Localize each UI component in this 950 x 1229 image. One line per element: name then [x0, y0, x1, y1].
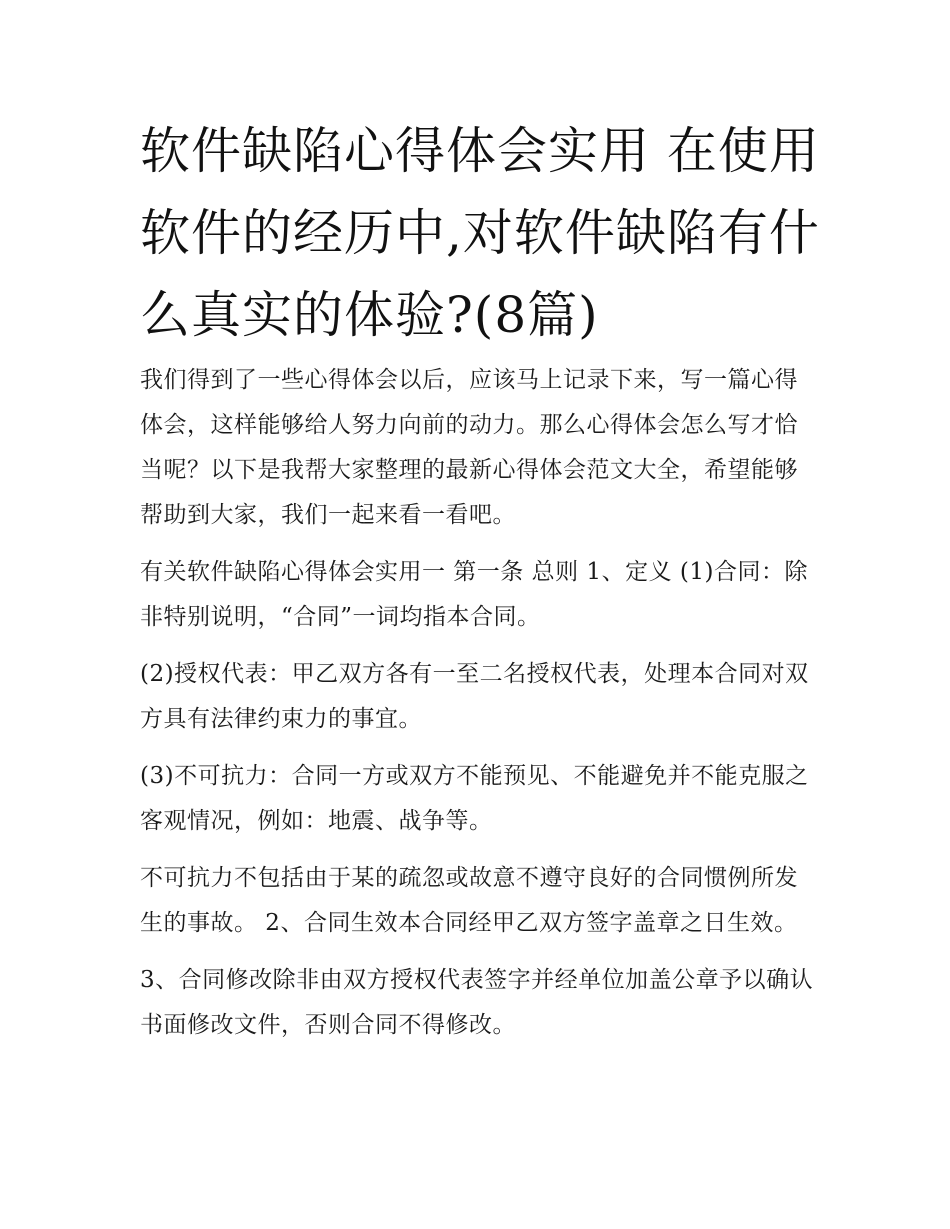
paragraph-contract-effective: 不可抗力不包括由于某的疏忽或故意不遵守良好的合同惯例所发生的事故。 2、合同生效本合同经甲乙双方签字盖章之日生效。	[140, 865, 798, 936]
paragraph-contract-modification: 3、合同修改除非由双方授权代表签字并经单位加盖公章予以确认书面修改文件，否则合同不得修改。	[140, 967, 814, 1038]
paragraph-force-majeure: (3)不可抗力：合同一方或双方不能预见、不能避免并不能克服之客观情况，例如：地震、战争等。	[140, 763, 809, 834]
paragraph-intro: 我们得到了一些心得体会以后，应该马上记录下来，写一篇心得体会，这样能够给人努力向前的动力。那么心得体会怎么写才恰当呢？以下是我帮大家整理的最新心得体会范文大全，希望能够帮助到大家，我们一起来看一看吧。	[140, 367, 798, 528]
paragraph-authorized-representative: (2)授权代表：甲乙双方各有一至二名授权代表，处理本合同对双方具有法律约束力的事宜。	[140, 661, 809, 732]
document-title: 软件缺陷心得体会实用 在使用软件的经历中,对软件缺陷有什么真实的体验?(8篇)	[140, 122, 820, 344]
document-body	[140, 358, 820, 1060]
paragraph-definitions: 有关软件缺陷心得体会实用一 第一条 总则 1、定义 (1)合同：除非特别说明，“合同”一词均指本合同。	[140, 559, 808, 630]
